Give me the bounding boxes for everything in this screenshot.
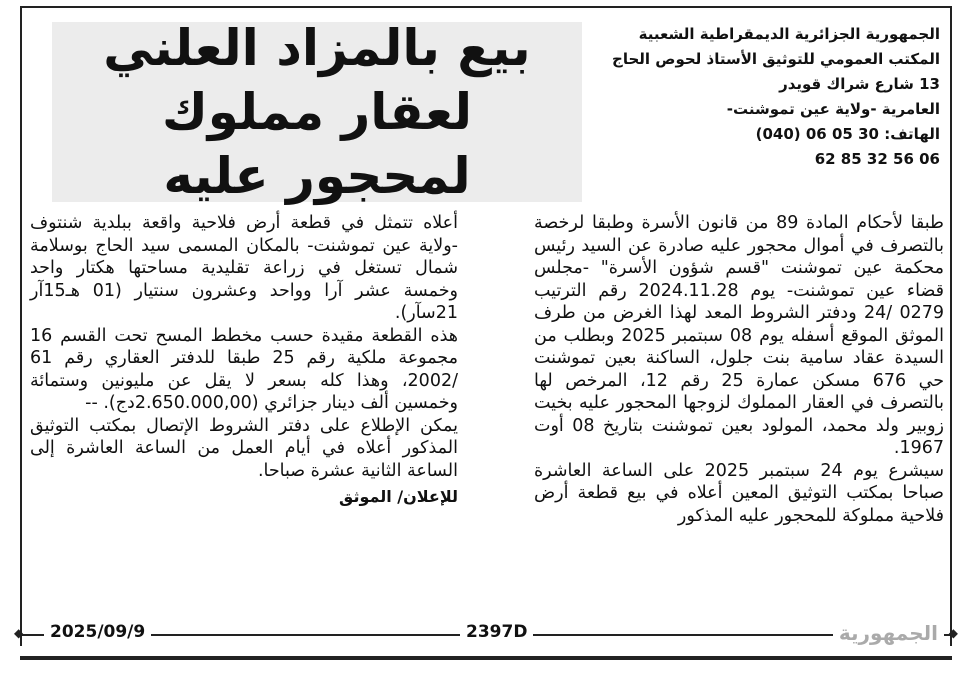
office-street: 13 شارع شراك قويدر	[779, 75, 940, 93]
announcement-column-left	[30, 212, 458, 509]
paragraph: طبقا لأحكام المادة 89 من قانون الأسرة وطبقا لرخصة بالتصرف في أموال محجور عليه صادرة عن السيد رئيس محكمة عين تموشنت "قسم شؤون الأسرة" -مجلس قضاء عين تموشنت- يوم 2024.11.28 رقم الترتيب 0279 /24 ودفتر الشروط المعد لهذا الغرض من طرف الموثق الموقع أسفله يوم 08 سبتمبر 2025 وبطلب من السيدة عقاد سامية بنت جلول، الساكنة بعين تموشنت حي 676 مسكن عمارة 25 رقم 12، المرخص لها بالتصرف في العقار المملوك لزوجها المحجور عليه بخيت زوبير ولد محمد، المولود بعين تموشنت بتاريخ 08 أوت 1967.	[534, 213, 945, 458]
bottom-rule	[20, 656, 952, 660]
top-rule	[20, 6, 952, 8]
notary-office-name: المكتب العمومي للتوثيق الأستاذ لحوص الحاج	[612, 50, 940, 68]
rule-end-mark: ◆	[14, 626, 24, 640]
office-city: العامرية -ولاية عين تموشنت-	[726, 100, 940, 118]
headline-line-2: لمحجور عليه	[163, 147, 471, 205]
headline-line-1: بيع بالمزاد العلني لعقار مملوك	[103, 19, 531, 141]
footer	[14, 620, 958, 648]
signature: للإعلان/ الموثق	[339, 487, 458, 506]
publication-date: 2025/09/9	[44, 622, 151, 642]
announcement-code: 2397D	[460, 622, 533, 642]
paragraph: يمكن الإطلاع على دفتر الشروط الإتصال بمكتب التوثيق المذكور أعلاه في أيام العمل من الساعة العاشرة إلى الساعة الثانية عشرة صباحا.	[30, 415, 458, 481]
left-rule	[20, 6, 22, 646]
paragraph: هذه القطعة مقيدة حسب مخطط المسح تحت القسم 16 مجموعة ملكية رقم 25 طبقا للدفتر العقاري رقم 61 /2002، وهذا كله بسعر لا يقل عن مليونين وستمائة وخمسين ألف دينار جزائري (2.650.000,00دج). --	[30, 325, 458, 413]
notary-office-block	[580, 22, 940, 172]
paragraph: أعلاه تتمثل في قطعة أرض فلاحية واقعة ببلدية شنتوف -ولاية عين تموشنت- بالمكان المسمى سيد الحاج بوسلامة شمال تستغل في زراعة تقليدية مساحتها هكتار واحد وخمسة عشر آرا وواحد وعشرون سنتيار (01 هـ15آر 21سآر).	[30, 213, 458, 323]
newspaper-logo: الجمهورية	[833, 621, 944, 645]
right-rule	[950, 6, 952, 646]
office-mobile: 06 56 32 85 62	[814, 150, 940, 168]
rule-end-mark: ◆	[948, 626, 958, 640]
announcement-column-right	[534, 212, 944, 527]
republic-name: الجمهورية الجزائرية الديمقراطية الشعبية	[638, 25, 940, 43]
office-phone: الهاتف: 30 05 06 (040)	[755, 125, 940, 143]
paragraph: سيشرع يوم 24 سبتمبر 2025 على الساعة العاشرة صباحا بمكتب التوثيق المعين أعلاه في بيع قطعة أرض فلاحية مملوكة للمحجور عليه المذكور	[534, 460, 944, 526]
headline-box	[52, 19, 582, 205]
